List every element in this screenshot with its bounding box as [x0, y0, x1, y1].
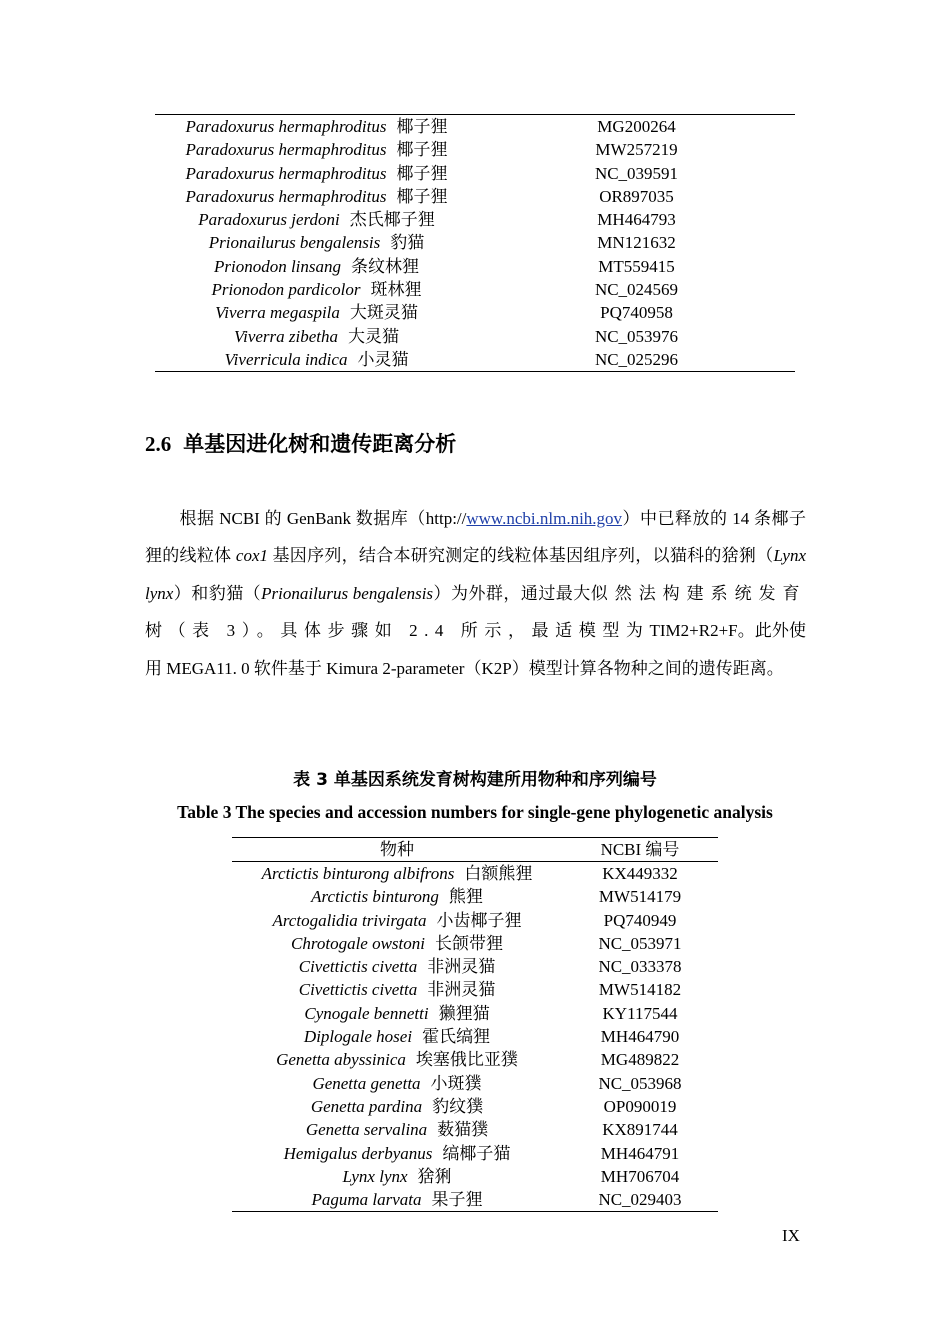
header-accession: NCBI 编号: [562, 838, 718, 862]
chinese-name: 小灵猫: [357, 349, 409, 369]
accession-cell: MW514179: [598, 887, 682, 907]
table-row: [155, 231, 795, 254]
para-text-2: ）中已释放的 14 条椰子狸的线粒体: [145, 509, 806, 566]
species-table-continued: [155, 114, 795, 372]
section-number: 2.6: [145, 432, 172, 456]
accession-cell: PQ740949: [603, 910, 677, 930]
species-cell: [232, 1188, 562, 1212]
latin-name: Arctictis binturong albifrons: [261, 864, 455, 883]
latin-name: Civettictis civetta: [298, 957, 418, 977]
accession-cell: MG489822: [600, 1050, 680, 1070]
latin-name: Arctictis binturong: [311, 887, 439, 907]
species-cell: [232, 1142, 562, 1165]
species-cell: [232, 1048, 562, 1071]
chinese-name: 条纹林狸: [351, 256, 420, 276]
table3-header-row: [232, 838, 718, 862]
chinese-name: 缟椰子猫: [442, 1143, 511, 1163]
accession-cell: NC_053976: [594, 326, 679, 346]
species-cell: [155, 278, 478, 301]
chinese-name: 白额熊狸: [464, 864, 533, 883]
latin-name: Chrotogale owstoni: [291, 933, 425, 953]
table-row: [155, 138, 795, 161]
accession-cell: NC_025296: [594, 349, 679, 369]
table-row: [232, 1095, 718, 1118]
para-text-7: TIM2+R2+F。此外使用 MEGA11. 0 软件基于 Kimura 2-parameter（K2P）模型计算各物种之间的遗传距离。: [145, 621, 806, 678]
chinese-name: 椰子狸: [396, 117, 448, 136]
table-row: [155, 301, 795, 324]
table-row: [232, 1142, 718, 1165]
species-cell: [155, 325, 478, 348]
para-text-4: ）和豹猫（: [173, 583, 262, 603]
table-row: [155, 162, 795, 185]
chinese-name: 椰子狸: [396, 163, 448, 183]
species-lynx: Lynx lynx: [145, 546, 807, 603]
latin-name: Viverra zibetha: [233, 326, 339, 346]
species-cell: [232, 1072, 562, 1095]
accession-cell: MT559415: [598, 256, 675, 276]
table-row: [232, 862, 718, 886]
table-row: [155, 208, 795, 231]
section-title: 单基因进化树和遗传距离分析: [183, 432, 457, 456]
accession-cell: MH464790: [600, 1027, 680, 1047]
accession-cell: NC_024569: [594, 280, 679, 300]
species-cell: [232, 978, 562, 1001]
latin-name: Hemigalus derbyanus: [283, 1143, 433, 1163]
latin-name: Genetta abyssinica: [276, 1050, 406, 1070]
latin-name: Genetta pardina: [310, 1096, 423, 1116]
species-prionailurus: Prionailurus bengalensis: [261, 583, 434, 603]
species-table-continued-body: [155, 115, 795, 372]
page-number: IX: [782, 1226, 800, 1245]
chinese-name: 熊狸: [448, 887, 483, 907]
accession-cell: NC_029403: [598, 1190, 682, 1210]
header-species: 物种: [232, 838, 562, 862]
species-cell: [232, 885, 562, 908]
latin-name: Paradoxurus jerdoni: [198, 210, 340, 230]
para-text-1: 根据 NCBI 的 GenBank 数据库（http://: [179, 509, 467, 528]
species-cell: [232, 1002, 562, 1025]
table-row: [232, 1025, 718, 1048]
table3-caption-en: Table 3 The species and accession numbers for single-gene phylogenetic analysis: [177, 802, 773, 822]
latin-name: Diplogale hosei: [303, 1027, 413, 1047]
table-row: [155, 255, 795, 278]
table-row: [232, 909, 718, 932]
table-row: [232, 955, 718, 978]
table-row: [232, 1118, 718, 1141]
latin-name: Paguma larvata: [311, 1190, 422, 1210]
accession-cell: OP090019: [603, 1096, 677, 1116]
chinese-name: 小斑獛: [430, 1073, 482, 1093]
latin-name: Paradoxurus hermaphroditus: [185, 163, 387, 183]
accession-cell: NC_053968: [598, 1073, 682, 1093]
chinese-name: 薮猫獛: [437, 1120, 489, 1140]
latin-name: Genetta servalina: [305, 1120, 428, 1140]
chinese-name: 斑林狸: [370, 280, 422, 300]
species-cell: [232, 862, 562, 886]
latin-name: Prionodon pardicolor: [211, 280, 361, 300]
accession-cell: MW514182: [598, 980, 682, 1000]
table-row: [232, 1165, 718, 1188]
accession-cell: OR897035: [599, 186, 674, 206]
latin-name: Viverricula indica: [224, 349, 348, 369]
species-cell: [155, 162, 478, 185]
chinese-name: 猞猁: [417, 1166, 452, 1186]
latin-name: Cynogale bennetti: [304, 1003, 429, 1023]
accession-cell: KX449332: [602, 864, 678, 883]
chinese-name: 小齿椰子狸: [436, 910, 522, 930]
chinese-name: 豹猫: [390, 233, 425, 253]
accession-cell: NC_039591: [594, 163, 679, 183]
body-paragraph: [145, 500, 806, 687]
table-row: [155, 185, 795, 208]
chinese-name: 非洲灵猫: [427, 957, 496, 977]
table-row: [155, 278, 795, 301]
accession-cell: NC_033378: [598, 957, 682, 977]
accession-cell: MH464791: [600, 1143, 680, 1163]
chinese-name: 獭狸猫: [438, 1003, 490, 1023]
latin-name: Paradoxurus hermaphroditus: [185, 117, 387, 136]
accession-cell: PQ740958: [600, 303, 673, 323]
accession-cell: KX891744: [602, 1120, 678, 1140]
table-row: [232, 1072, 718, 1095]
chinese-name: 椰子狸: [396, 186, 448, 206]
species-cell: [155, 231, 478, 254]
ncbi-link[interactable]: www.ncbi.nlm.nih.gov: [466, 509, 623, 528]
table-row: [155, 348, 795, 372]
latin-name: Paradoxurus hermaphroditus: [185, 186, 387, 206]
chinese-name: 埃塞俄比亚獛: [415, 1050, 518, 1070]
accession-cell: MN121632: [597, 233, 676, 253]
species-cell: [155, 115, 478, 139]
chinese-name: 大灵猫: [348, 326, 400, 346]
species-cell: [232, 955, 562, 978]
chinese-name: 豹纹獛: [432, 1096, 484, 1116]
chinese-name: 霍氏缟狸: [422, 1027, 491, 1047]
accession-cell: MH706704: [600, 1166, 680, 1186]
latin-name: Prionailurus bengalensis: [208, 233, 381, 253]
table-row: [232, 978, 718, 1001]
species-cell: [155, 138, 478, 161]
species-cell: [232, 909, 562, 932]
species-cell: [232, 1095, 562, 1118]
chinese-name: 非洲灵猫: [427, 980, 496, 1000]
species-cell: [232, 932, 562, 955]
accession-cell: MG200264: [597, 117, 676, 136]
chinese-name: 果子狸: [431, 1190, 483, 1210]
accession-cell: MH464793: [597, 210, 676, 230]
table-row: [155, 325, 795, 348]
chinese-name: 大斑灵猫: [349, 303, 418, 323]
species-cell: [232, 1165, 562, 1188]
section-heading: [145, 428, 456, 458]
para-text-6: 似然法构建系统发育树（表 3）。具体步骤如 2.4 所示，最适模型为: [145, 583, 807, 641]
table-row: [232, 1048, 718, 1071]
accession-cell: KY117544: [602, 1003, 678, 1023]
accession-cell: NC_053971: [598, 933, 682, 953]
chinese-name: 杰氏椰子狸: [349, 210, 435, 230]
species-cell: [232, 1118, 562, 1141]
species-cell: [232, 1025, 562, 1048]
species-cell: [155, 208, 478, 231]
table-row: [155, 115, 795, 139]
species-cell: [155, 185, 478, 208]
table-row: [232, 885, 718, 908]
chinese-name: 椰子狸: [396, 140, 448, 160]
latin-name: Lynx lynx: [342, 1166, 408, 1186]
accession-cell: MW257219: [595, 140, 678, 160]
para-text-3: 基因序列，结合本研究测定的线粒体基因组序列，以猫科的猞猁（: [268, 546, 774, 566]
table-row: [232, 932, 718, 955]
table3: [232, 837, 718, 1212]
para-text-5: ）为外群，通过最大: [433, 583, 591, 603]
species-cell: [155, 255, 478, 278]
table-row: [232, 1002, 718, 1025]
latin-name: Prionodon linsang: [213, 256, 342, 276]
latin-name: Genetta genetta: [312, 1073, 421, 1093]
species-cell: [155, 301, 478, 324]
latin-name: Paradoxurus hermaphroditus: [185, 140, 387, 160]
chinese-name: 长颌带狸: [434, 933, 503, 953]
latin-name: Civettictis civetta: [298, 980, 418, 1000]
gene-name: cox1: [235, 546, 268, 566]
table3-body: [232, 862, 718, 1212]
table3-caption-cn: 表 3 单基因系统发育树构建所用物种和序列编号: [293, 770, 657, 790]
table-row: [232, 1188, 718, 1212]
latin-name: Arctogalidia trivirgata: [272, 910, 427, 930]
latin-name: Viverra megaspila: [215, 303, 340, 323]
species-cell: [155, 348, 478, 372]
